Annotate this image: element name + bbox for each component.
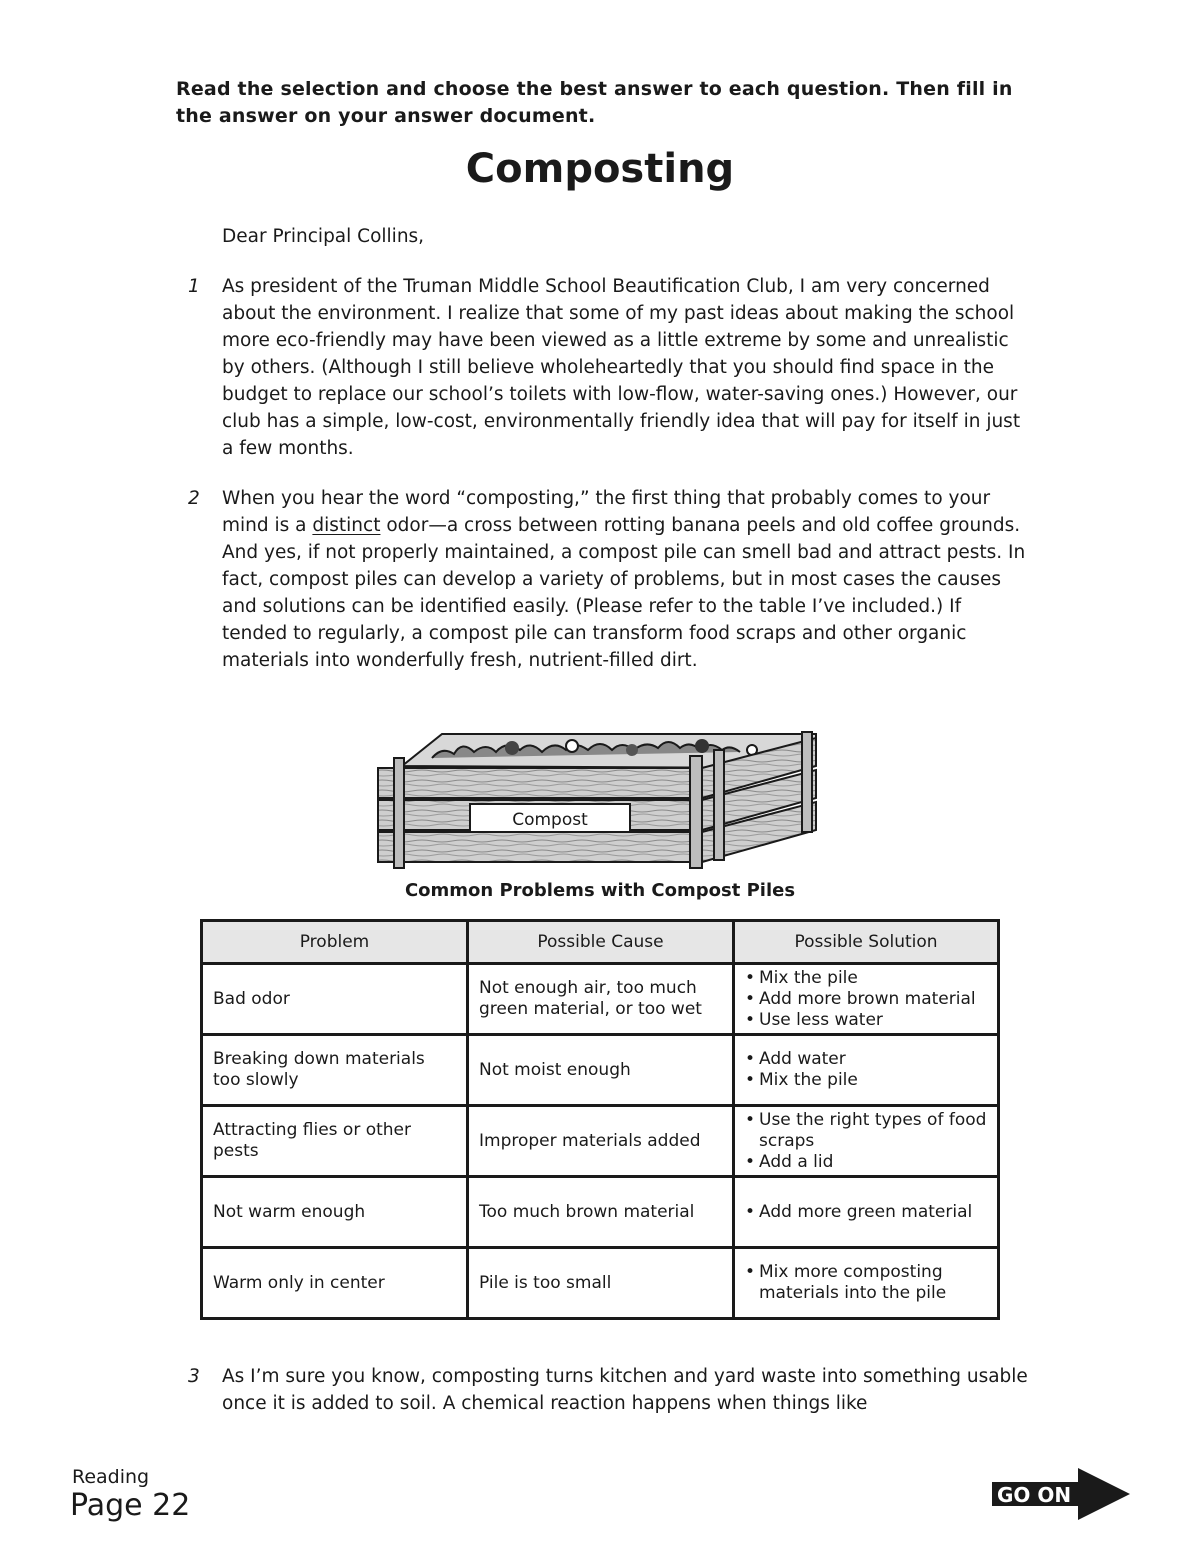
solution-item: • Add more brown material — [745, 989, 987, 1010]
solution-item: • Add water — [745, 1049, 987, 1070]
table-row — [202, 964, 999, 1035]
go-on-arrow-icon — [992, 1468, 1132, 1520]
solution-cell — [734, 964, 999, 1035]
cause-cell: Pile is too small — [468, 1248, 734, 1319]
cause-cell: Not moist enough — [468, 1035, 734, 1106]
table-caption: Common Problems with Compost Piles — [404, 880, 796, 901]
page-title: Composting — [465, 146, 735, 192]
column-header: Problem — [202, 921, 468, 964]
cause-cell: Not enough air, too much green material, or too wet — [468, 964, 734, 1035]
problem-cell: Warm only in center — [202, 1248, 468, 1319]
paragraph-1: As president of the Truman Middle School Beautification Club, I am very concerned about the environment. I realize that some of my past ideas about making the school more eco-friendly may have been viewed as a little extreme by some and unrealistic by others. (Although I still believe wholeheartedly that you should find space in the budget to replace our school’s toilets with low-flow, water-saving ones.) However, our club has a simple, low-cost, environmentally friendly idea that will pay for itself in just a few months. — [222, 276, 1021, 459]
paragraph-2: When you hear the word “composting,” the first thing that probably comes to your mind is a distinct odor—a cross between rotting banana peels and old coffee grounds. And yes, if not properly maintained, a compost pile can smell bad and attract pests. In fact, compost piles can develop a variety of problems, but in most cases the causes and solutions can be identified easily. (Please refer to the table I’ve included.) If tended to regularly, a compost pile can transform food scraps and other organic materials into wonderfully fresh, nutrient-filled dirt. — [222, 488, 1026, 671]
solution-cell — [734, 1177, 999, 1248]
go-on-label: GO ON — [996, 1483, 1072, 1507]
section-label: Reading — [72, 1466, 150, 1488]
cause-cell: Too much brown material — [468, 1177, 734, 1248]
solution-item: • Use the right types of food scraps — [745, 1110, 987, 1152]
paragraph-3: As I’m sure you know, composting turns kitchen and yard waste into something usable once it is added to soil. A chemical reaction happens when things like — [222, 1366, 1028, 1414]
table-row — [202, 1177, 999, 1248]
column-header: Possible Cause — [468, 921, 734, 964]
column-header: Possible Solution — [734, 921, 999, 964]
table-header-row — [202, 921, 999, 964]
salutation: Dear Principal Collins, — [222, 226, 425, 247]
problem-cell: Bad odor — [202, 964, 468, 1035]
problem-cell: Breaking down materials too slowly — [202, 1035, 468, 1106]
paragraph-number: 1 — [188, 276, 200, 297]
paragraph-number: 2 — [188, 488, 200, 509]
solution-item: • Use less water — [745, 1010, 987, 1031]
table-row — [202, 1248, 999, 1319]
solution-item: • Mix more composting materials into the pile — [745, 1262, 987, 1304]
solution-cell — [734, 1035, 999, 1106]
underlined-word: distinct — [312, 515, 381, 536]
paragraph-number: 3 — [188, 1366, 200, 1387]
table-row — [202, 1106, 999, 1177]
compost-label: Compost — [512, 810, 588, 830]
solution-cell — [734, 1248, 999, 1319]
problem-cell: Not warm enough — [202, 1177, 468, 1248]
compost-bin-illustration — [372, 728, 824, 870]
solution-item: • Mix the pile — [745, 968, 987, 989]
compost-problems-table — [200, 919, 1000, 1320]
page-number: Page 22 — [70, 1488, 191, 1523]
table-row — [202, 1035, 999, 1106]
instructions: Read the selection and choose the best answer to each question. Then fill in the answer on your answer document. — [176, 78, 1013, 127]
cause-cell: Improper materials added — [468, 1106, 734, 1177]
solution-cell — [734, 1106, 999, 1177]
solution-item: • Mix the pile — [745, 1070, 987, 1091]
solution-item: • Add more green material — [745, 1202, 987, 1223]
problem-cell: Attracting flies or other pests — [202, 1106, 468, 1177]
solution-item: • Add a lid — [745, 1152, 987, 1173]
